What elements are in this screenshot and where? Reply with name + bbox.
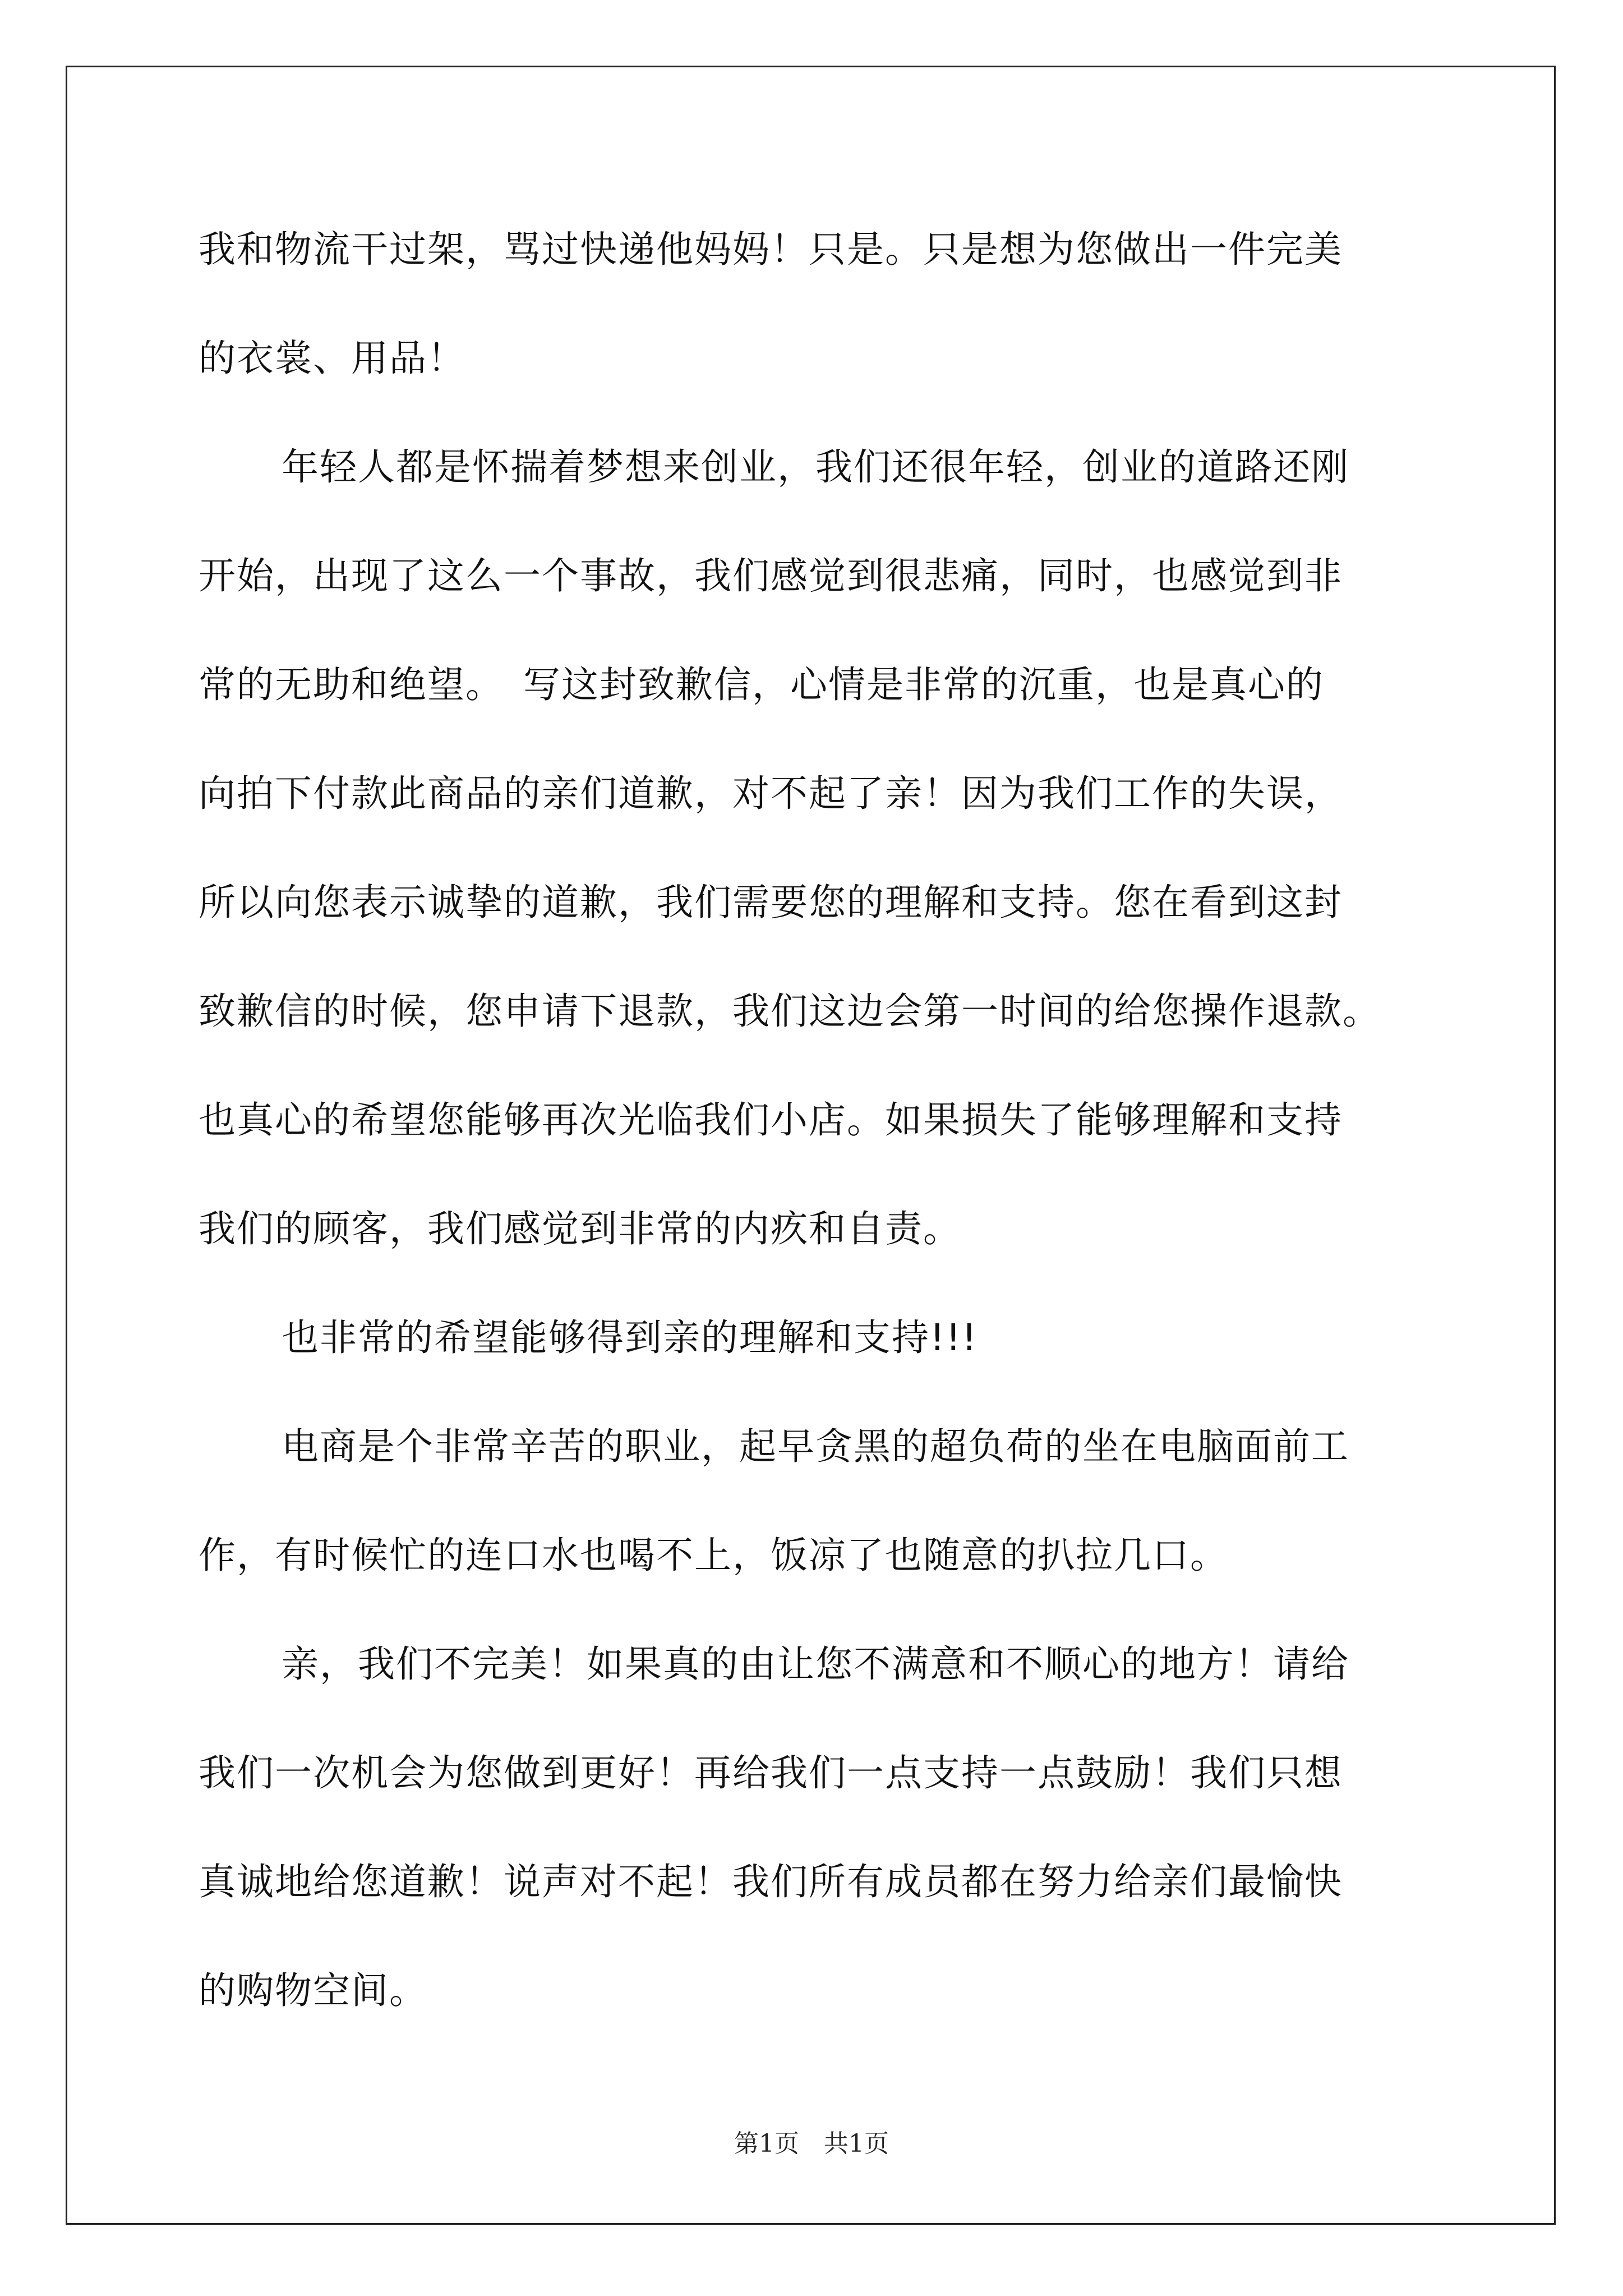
text-line: 常的无助和绝望。 写这封致歉信，心情是非常的沉重，也是真心的 <box>199 663 1324 706</box>
text-line: 我们一次机会为您做到更好！再给我们一点支持一点鼓励！我们只想 <box>199 1751 1343 1795</box>
text-line: 致歉信的时候，您申请下退款，我们这边会第一时间的给您操作退款。 <box>199 990 1381 1033</box>
page-number-footer: 第1页 共1页 <box>734 2129 889 2158</box>
text-line: 向拍下付款此商品的亲们道歉，对不起了亲！因为我们工作的失误， <box>199 772 1343 815</box>
text-line: 作，有时候忙的连口水也喝不上，饭凉了也随意的扒拉几口。 <box>199 1534 1228 1577</box>
paragraph-start-line: 电商是个非常辛苦的职业，起早贪黑的超负荷的坐在电脑面前工 <box>282 1425 1349 1468</box>
text-line: 真诚地给您道歉！说声对不起！我们所有成员都在努力给亲们最愉快 <box>199 1860 1343 1903</box>
paragraph-start-line: 年轻人都是怀揣着梦想来创业，我们还很年轻，创业的道路还刚 <box>282 445 1349 489</box>
paragraph-start-line: 亲，我们不完美！如果真的由让您不满意和不顺心的地方！请给 <box>282 1642 1349 1686</box>
document-body <box>199 195 1466 2045</box>
text-line: 所以向您表示诚挚的道歉，我们需要您的理解和支持。您在看到这封 <box>199 881 1343 924</box>
text-line: 我和物流干过架，骂过快递他妈妈！只是。只是想为您做出一件完美 <box>199 228 1343 271</box>
text-line: 开始，出现了这么一个事故，我们感觉到很悲痛，同时，也感觉到非 <box>199 554 1343 597</box>
text-line: 也真心的希望您能够再次光临我们小店。如果损失了能够理解和支持 <box>199 1098 1343 1142</box>
text-line: 的衣裳、用品！ <box>199 337 465 380</box>
text-line: 的购物空间。 <box>199 1969 427 2012</box>
text-line: 我们的顾客，我们感觉到非常的内疚和自责。 <box>199 1207 961 1250</box>
paragraph-start-line: 也非常的希望能够得到亲的理解和支持!!! <box>282 1316 978 1359</box>
